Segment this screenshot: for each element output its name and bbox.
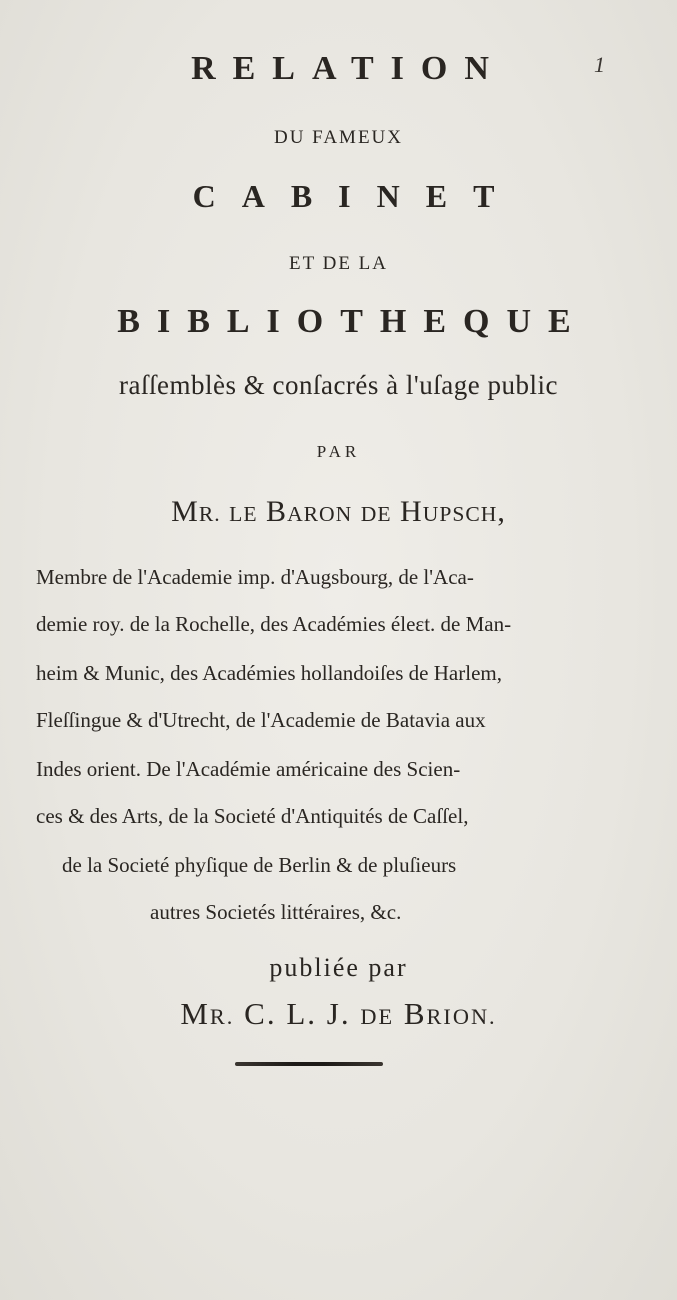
author-baron-initial: B: [266, 495, 288, 528]
author-de: DE: [360, 502, 392, 526]
editor-brion-rest: RION.: [426, 1004, 497, 1029]
editor-de: DE: [360, 1004, 395, 1029]
membership-line: Fleſſingue & d'Utrecht, de l'Academie de Batavia aux: [36, 708, 486, 732]
membership-line: de la Societé phyſique de Berlin & de pluſieurs: [62, 853, 457, 877]
author-baron-rest: ARON: [287, 502, 353, 526]
title-relation: RELATION: [191, 50, 506, 87]
editor-brion-initial: B: [403, 996, 427, 1031]
editor-initials: C. L. J.: [244, 996, 351, 1031]
editor-name: [0, 998, 677, 1029]
author-mr-initial: M: [171, 495, 199, 528]
author-hupsch-rest: UPSCH: [422, 502, 498, 526]
author-le: LE: [229, 502, 258, 526]
membership-line: Membre de l'Academie imp. d'Augsbourg, de l'Aca-: [36, 565, 474, 589]
author-name: [0, 497, 677, 527]
editor-mr-rest: R.: [209, 1004, 235, 1029]
membership-line: Indes orient. De l'Académie américaine des Scien-: [36, 757, 461, 781]
title-par: PAR: [316, 442, 361, 461]
title-du-fameux: DU FAMEUX: [273, 127, 403, 148]
title-et-de-la: ET DE LA: [288, 253, 389, 274]
editor-mr-initial: M: [180, 996, 210, 1031]
publiee-par: publiée par: [269, 953, 408, 982]
title-subtitle: raſſemblès & conſacrés à l'uſage public: [119, 370, 558, 400]
author-mr-rest: R.: [198, 502, 221, 526]
page-number: 1: [594, 52, 605, 77]
membership-line: heim & Munic, des Académies hollandoiſes de Harlem,: [36, 661, 502, 685]
ornamental-rule: [235, 1062, 383, 1066]
title-bibliotheque: BIBLIOTHEQUE: [117, 303, 588, 340]
membership-line: autres Societés littéraires, &c.: [150, 900, 402, 924]
author-hupsch-initial: H: [400, 495, 423, 528]
author-trailing: ,: [497, 495, 506, 528]
membership-line: ces & des Arts, de la Societé d'Antiquités de Caſſel,: [36, 804, 469, 828]
title-cabinet: CABINET: [192, 178, 521, 214]
membership-line: demie roy. de la Rochelle, des Académies éleɛt. de Man-: [36, 612, 512, 636]
